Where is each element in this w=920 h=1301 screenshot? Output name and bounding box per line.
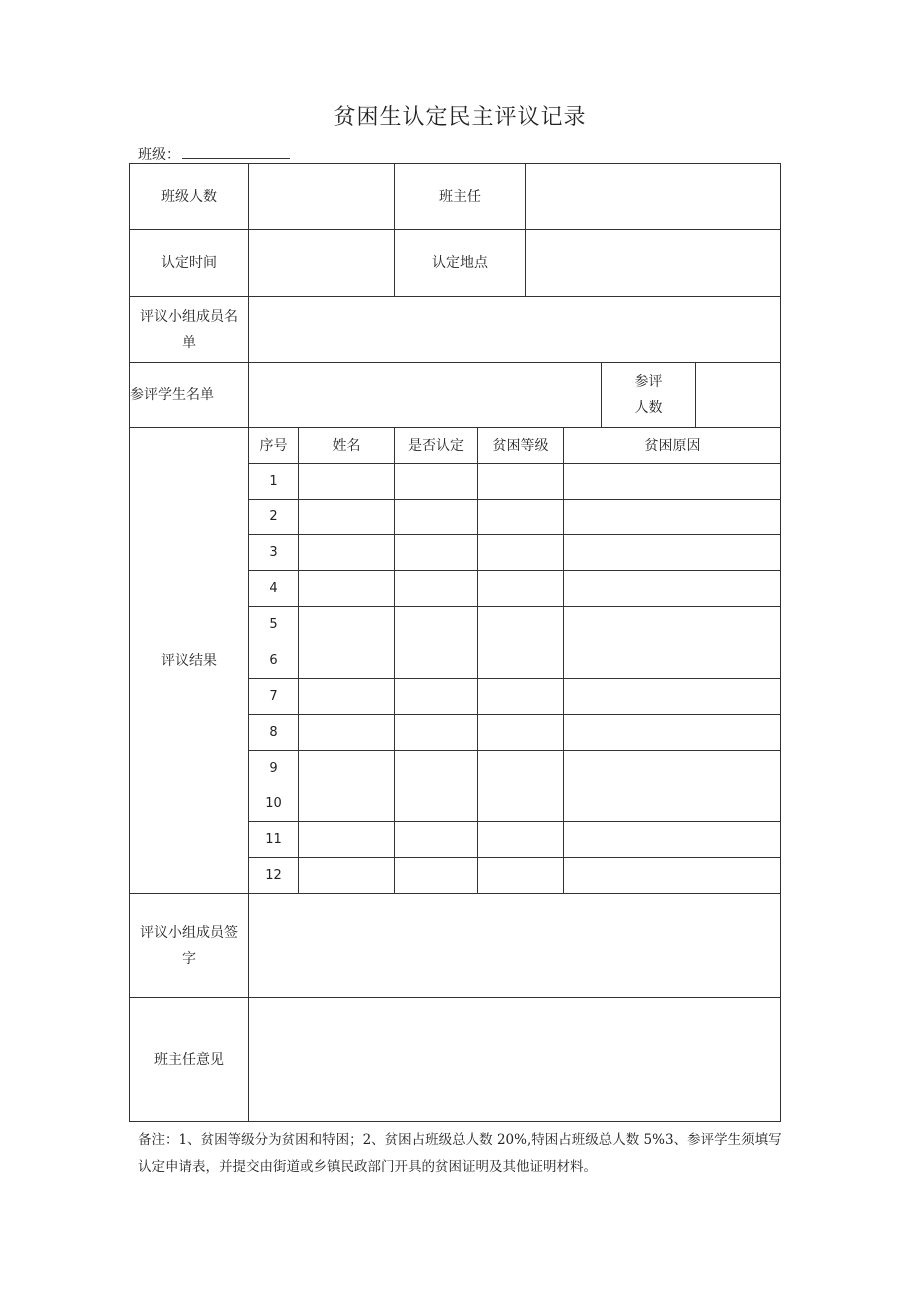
recognized-cell[interactable] [394, 678, 477, 714]
location-cell[interactable] [525, 229, 781, 296]
poverty-reason-cell[interactable] [563, 606, 781, 678]
header-index: 序号 [248, 427, 298, 463]
panel-list-label: 评议小组成员名单 [129, 296, 248, 362]
row-number: 4 [248, 570, 298, 606]
head-teacher-cell[interactable] [525, 163, 781, 229]
participants-label: 参评人数 [601, 362, 695, 427]
recognized-cell[interactable] [394, 750, 477, 821]
panel-signature-cell[interactable] [248, 893, 781, 997]
poverty-reason-cell[interactable] [563, 463, 781, 499]
poverty-level-cell[interactable] [477, 606, 563, 678]
participants-cell[interactable] [695, 362, 781, 427]
poverty-level-cell[interactable] [477, 678, 563, 714]
poverty-level-cell[interactable] [477, 750, 563, 821]
row-number: 5 [269, 616, 278, 632]
poverty-reason-cell[interactable] [563, 534, 781, 570]
footnote: 备注：1、贫困等级分为贫困和特困；2、贫困占班级总人数 20%,特困占班级总人数 5%3、参评学生须填写认定申请表，并提交由街道或乡镇民政部门开具的贫困证明及其他证明材料。 [138, 1132, 782, 1175]
header-recognized: 是否认定 [394, 427, 477, 463]
poverty-reason-cell[interactable] [563, 678, 781, 714]
class-blank[interactable] [182, 146, 290, 159]
name-cell[interactable] [298, 534, 394, 570]
poverty-level-cell[interactable] [477, 570, 563, 606]
class-label: 班级： [138, 147, 180, 163]
students-list-cell[interactable] [248, 362, 601, 427]
page-title: 贫困生认定民主评议记录 [333, 105, 587, 130]
class-size-cell[interactable] [248, 163, 394, 229]
recognized-cell[interactable] [394, 570, 477, 606]
poverty-level-cell[interactable] [477, 714, 563, 750]
poverty-reason-cell[interactable] [563, 857, 781, 893]
row-number: 2 [248, 499, 298, 534]
poverty-level-cell[interactable] [477, 857, 563, 893]
header-name: 姓名 [298, 427, 394, 463]
students-list-label: 参评学生名单 [129, 362, 248, 427]
location-label: 认定地点 [394, 229, 525, 296]
class-size-label: 班级人数 [129, 163, 248, 229]
row-number: 11 [248, 821, 298, 857]
recognized-cell[interactable] [394, 821, 477, 857]
name-cell[interactable] [298, 750, 394, 821]
name-cell[interactable] [298, 678, 394, 714]
poverty-reason-cell[interactable] [563, 499, 781, 534]
poverty-level-cell[interactable] [477, 463, 563, 499]
header-poverty-reason: 贫困原因 [563, 427, 781, 463]
date-label: 认定时间 [129, 229, 248, 296]
teacher-opinion-cell[interactable] [248, 997, 781, 1122]
name-cell[interactable] [298, 463, 394, 499]
name-cell[interactable] [298, 857, 394, 893]
row-number-pair [248, 606, 298, 678]
name-cell[interactable] [298, 714, 394, 750]
row-number-pair [248, 750, 298, 821]
head-teacher-label: 班主任 [394, 163, 525, 229]
name-cell[interactable] [298, 606, 394, 678]
recognized-cell[interactable] [394, 714, 477, 750]
poverty-reason-cell[interactable] [563, 750, 781, 821]
poverty-level-cell[interactable] [477, 534, 563, 570]
class-field [138, 144, 290, 164]
row-number: 7 [248, 678, 298, 714]
row-number: 10 [265, 796, 282, 811]
panel-list-cell[interactable] [248, 296, 781, 362]
poverty-level-cell[interactable] [477, 821, 563, 857]
recognized-cell[interactable] [394, 534, 477, 570]
poverty-reason-cell[interactable] [563, 570, 781, 606]
row-number: 8 [248, 714, 298, 750]
header-poverty-level: 贫困等级 [477, 427, 563, 463]
row-number: 1 [248, 463, 298, 499]
row-number: 6 [269, 652, 278, 668]
teacher-opinion-label: 班主任意见 [129, 997, 248, 1122]
name-cell[interactable] [298, 499, 394, 534]
results-label: 评议结果 [129, 427, 248, 893]
poverty-reason-cell[interactable] [563, 714, 781, 750]
row-number: 12 [248, 857, 298, 893]
row-number: 9 [269, 761, 278, 776]
panel-signature-label: 评议小组成员签字 [129, 893, 248, 997]
recognized-cell[interactable] [394, 499, 477, 534]
recognized-cell[interactable] [394, 857, 477, 893]
name-cell[interactable] [298, 570, 394, 606]
poverty-level-cell[interactable] [477, 499, 563, 534]
recognized-cell[interactable] [394, 463, 477, 499]
poverty-reason-cell[interactable] [563, 821, 781, 857]
recognized-cell[interactable] [394, 606, 477, 678]
date-cell[interactable] [248, 229, 394, 296]
name-cell[interactable] [298, 821, 394, 857]
row-number: 3 [248, 534, 298, 570]
